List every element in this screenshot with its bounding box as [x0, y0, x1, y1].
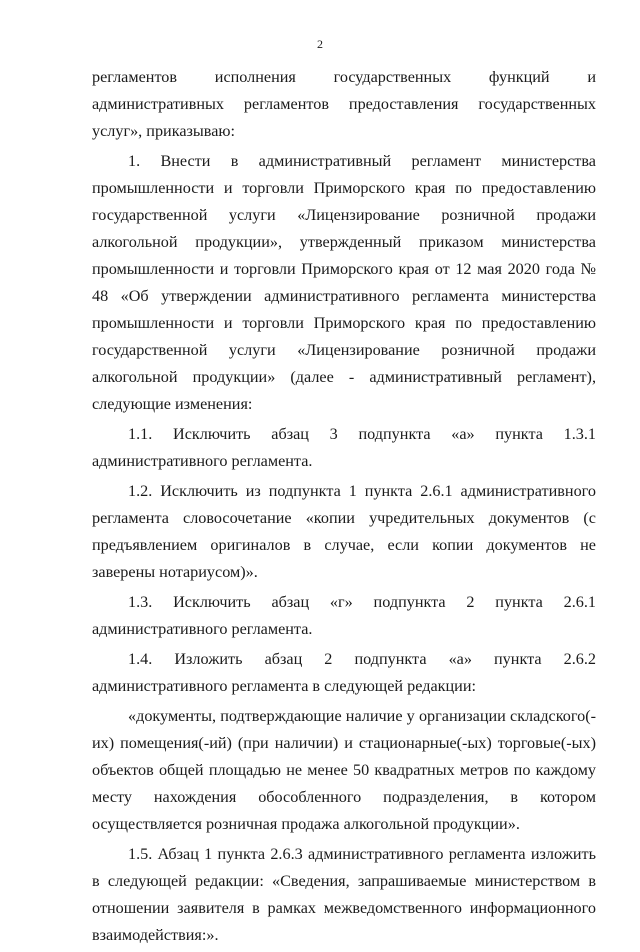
page-number: 2 — [317, 37, 323, 51]
paragraph-item-1-5: 1.5. Абзац 1 пункта 2.6.3 административного регламента изложить в следующей редакции: «Сведения, запрашиваемые министерством в отношении заявителя в рамках межведомственного информационного взаимодействия:». — [92, 845, 596, 944]
paragraph-item-1: 1. Внести в административный регламент министерства промышленности и торговли Приморского края по предоставлению государственной услуги «Лицензирование розничной продажи алкогольной продукции», утвержденный приказом министерства промышленности и торговли Приморского края от 12 мая 2020 года № 48 «Об утверждении административного регламента министерства промышленности и торговли Приморского края по предоставлению государственной услуги «Лицензирование розничной продажи алкогольной продукции» (далее - административный регламент), следующие изменения: — [92, 152, 596, 413]
paragraph-item-1-4: 1.4. Изложить абзац 2 подпункта «а» пункта 2.6.2 административного регламента в следующей редакции: — [92, 650, 596, 695]
document-body — [92, 64, 596, 952]
paragraph-intro: регламентов исполнения государственных функций и административных регламентов предоставления государственных услуг», приказываю: — [92, 68, 596, 140]
paragraph-item-1-2: 1.2. Исключить из подпункта 1 пункта 2.6.1 административного регламента словосочетание «копии учредительных документов (с предъявлением оригиналов в случае, если копии документов не заверены нотариусом)». — [92, 482, 596, 581]
paragraph-item-1-1: 1.1. Исключить абзац 3 подпункта «а» пункта 1.3.1 административного регламента. — [92, 425, 596, 470]
paragraph-quote: «документы, подтверждающие наличие у организации складского(-их) помещения(-ий) (при наличии) и стационарные(-ых) торговые(-ых) объектов общей площадью не менее 50 квадратных метров по каждому месту нахождения обособленного подразделения, в котором осуществляется розничная продажа алкогольной продукции». — [92, 707, 596, 833]
paragraph-item-1-3: 1.3. Исключить абзац «г» подпункта 2 пункта 2.6.1 административного регламента. — [92, 593, 596, 638]
